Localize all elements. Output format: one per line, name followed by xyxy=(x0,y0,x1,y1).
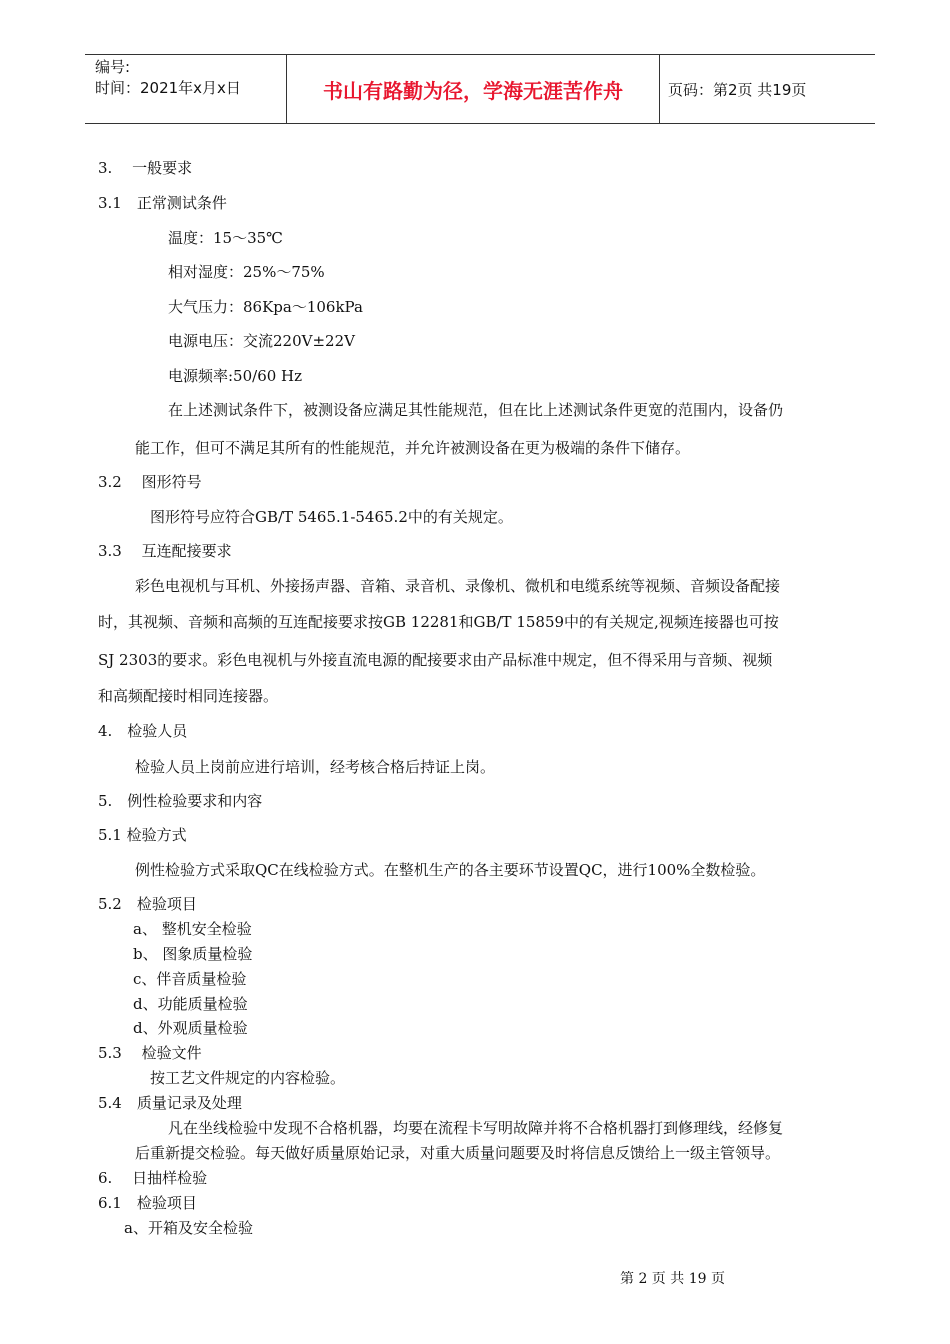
page-footer: 第 2 页 共 19 页 xyxy=(620,1271,725,1287)
heading-3-2: 3.2 图形符号 xyxy=(98,473,202,491)
heading-3-1: 3.1 正常测试条件 xyxy=(98,194,227,212)
condition-temperature: 温度：15～35℃ xyxy=(168,229,283,247)
paragraph-line: 例性检验方式采取QC在线检验方式。在整机生产的各主要环节设置QC，进行100%全数检验。 xyxy=(135,861,766,879)
paragraph-line: 检验人员上岗前应进行培训，经考核合格后持证上岗。 xyxy=(135,758,496,776)
heading-5: 5. 例性检验要求和内容 xyxy=(98,792,263,810)
page-header xyxy=(85,54,875,124)
heading-5-1: 5.1 检验方式 xyxy=(98,826,187,844)
header-motto: 书山有路勤为径，学海无涯苦作舟 xyxy=(286,55,660,123)
condition-humidity: 相对湿度：25%～75% xyxy=(168,263,325,281)
paragraph-line: 时，其视频、音频和高频的互连配接要求按GB 12281和GB/T 15859中的有关规定,视频连接器也可按 xyxy=(98,613,779,631)
heading-6-1: 6.1 检验项目 xyxy=(98,1194,197,1212)
heading-5-2: 5.2 检验项目 xyxy=(98,895,197,913)
header-page-number: 页码：第2页 共19页 xyxy=(668,81,807,99)
condition-voltage: 电源电压：交流220V±22V xyxy=(168,332,355,350)
list-item: b、 图象质量检验 xyxy=(133,945,253,963)
heading-5-4: 5.4 质量记录及处理 xyxy=(98,1094,242,1112)
paragraph-line: 后重新提交检验。每天做好质量原始记录，对重大质量问题要及时将信息反馈给上一级主管领导。 xyxy=(135,1144,781,1162)
paragraph-line: 在上述测试条件下，被测设备应满足其性能规范，但在比上述测试条件更宽的范围内，设备仍 xyxy=(168,401,784,419)
paragraph-line: 和高频配接时相同连接器。 xyxy=(98,687,279,705)
document-time: 时间：2021年x月x日 xyxy=(95,79,241,97)
condition-frequency: 电源频率:50/60 Hz xyxy=(168,367,303,385)
document-number: 编号: xyxy=(95,58,131,76)
paragraph-line: 凡在坐线检验中发现不合格机器，均要在流程卡写明故障并将不合格机器打到修理线，经修复 xyxy=(168,1119,784,1137)
heading-5-3: 5.3 检验文件 xyxy=(98,1044,202,1062)
paragraph-line: SJ 2303的要求。彩色电视机与外接直流电源的配接要求由产品标准中规定，但不得采用与音频、视频 xyxy=(98,651,773,669)
heading-4: 4. 检验人员 xyxy=(98,722,188,740)
heading-3: 3. 一般要求 xyxy=(98,159,193,177)
list-item: d、功能质量检验 xyxy=(133,995,248,1013)
list-item: c、伴音质量检验 xyxy=(133,970,247,988)
paragraph-line: 能工作，但可不满足其所有的性能规范，并允许被测设备在更为极端的条件下储存。 xyxy=(135,439,691,457)
paragraph-line: 按工艺文件规定的内容检验。 xyxy=(150,1069,346,1087)
list-item: a、开箱及安全检验 xyxy=(124,1219,253,1237)
list-item: a、 整机安全检验 xyxy=(133,920,252,938)
heading-3-3: 3.3 互连配接要求 xyxy=(98,542,232,560)
list-item: d、外观质量检验 xyxy=(133,1019,248,1037)
header-meta xyxy=(95,57,241,99)
condition-pressure: 大气压力：86Kpa～106kPa xyxy=(168,298,363,316)
paragraph-line: 图形符号应符合GB/T 5465.1-5465.2中的有关规定。 xyxy=(150,508,513,526)
heading-6: 6. 日抽样检验 xyxy=(98,1169,208,1187)
paragraph-line: 彩色电视机与耳机、外接扬声器、音箱、录音机、录像机、微机和电缆系统等视频、音频设备配接 xyxy=(135,577,781,595)
